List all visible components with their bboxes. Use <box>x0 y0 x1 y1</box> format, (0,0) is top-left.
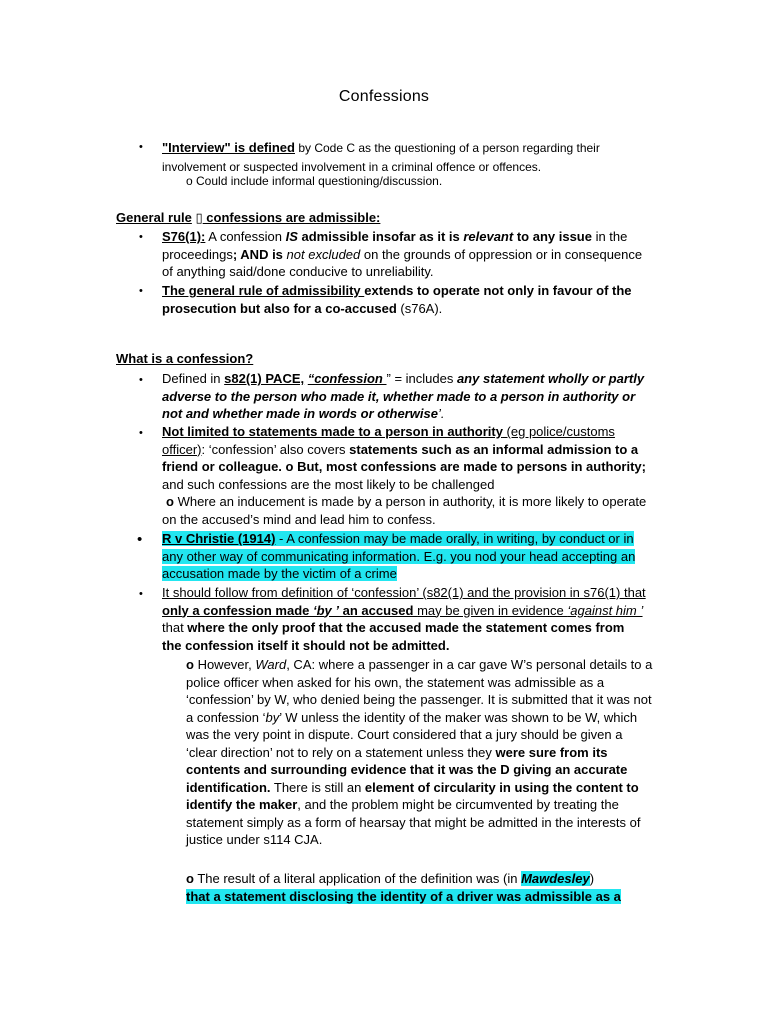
s76-text: admissible insofar as it is <box>297 229 464 244</box>
mawdesley-highlight: that a statement disclosing the identity of a driver was admissible as a <box>186 888 621 904</box>
s76-text: in the proceedings <box>162 229 628 262</box>
bullet-dot: • <box>139 427 143 439</box>
bullet-dot: • <box>137 531 143 548</box>
not-limited-paragraph <box>162 423 654 528</box>
ward-bold: element of circularity in using the content to identify the maker <box>186 779 639 812</box>
mawdesley-case: Mawdesley <box>521 871 590 886</box>
ward-text: However, <box>193 657 256 672</box>
general-rule-heading <box>116 210 380 226</box>
what-is-heading: What is a confession? <box>116 351 254 366</box>
bullet-dot: • <box>139 141 143 153</box>
arrow-icon: ▯ <box>195 210 203 225</box>
bullet-dot: • <box>139 374 143 386</box>
interview-sub: o Could include informal questioning/discussion. <box>186 174 443 188</box>
s76-text: ; AND is <box>232 246 287 262</box>
interview-rest: by Code C as the questioning of a person regarding their involvement or suspected involvement in a criminal offence or offences. <box>162 141 600 174</box>
ward-bold: were sure from its contents and surrounding evidence that it was the D giving an accurate identification. <box>186 744 628 795</box>
general-admissibility-label: The general rule of admissibility <box>162 283 365 298</box>
sub-marker: o <box>186 657 194 672</box>
ward-paragraph <box>186 656 654 849</box>
s76-not-excluded: not excluded <box>286 246 361 262</box>
not-limited-text: and such confessions are the most likely to be challenged <box>162 476 495 492</box>
definition-s82: s82(1) PACE, <box>224 371 305 386</box>
sub-marker: o <box>186 871 194 886</box>
page-title: Confessions <box>338 88 430 105</box>
interview-paragraph <box>162 139 642 176</box>
follow-text: may be given in evidence <box>417 602 568 618</box>
s76-text: A confession <box>205 229 286 244</box>
s76-label: S76(1): <box>162 229 206 244</box>
mawdesley-text: ) <box>589 871 595 886</box>
not-limited-example: (eg police/customs officer) <box>162 424 615 457</box>
not-limited-bold: statements such as an informal admission to a friend or colleague. o But, most confessions are made to persons in authority; <box>162 441 646 474</box>
interview-term: "Interview" is defined <box>162 140 295 155</box>
not-limited-text: : ‘confession’ also covers <box>201 441 350 457</box>
follow-bold: an accused <box>339 602 418 618</box>
christie-case: R v Christie (1914) <box>162 531 276 546</box>
general-rule-heading-b: confessions are admissible: <box>202 210 381 225</box>
ward-text: There is still an <box>270 779 365 795</box>
ward-text: ’ W unless the identity of the maker was shown to be W, which was the very point in dispute. Court considered that a jury should be given a ‘clear direction’ not to rely on a statement unless they <box>186 709 638 760</box>
follow-against: ‘against him ’ <box>567 602 643 618</box>
general-admissibility-paragraph <box>162 282 652 317</box>
ward-by: by <box>265 709 280 725</box>
ward-text: , CA: where a passenger in a car gave W’s personal details to a police officer when asked for his own, the statement was admissible as a ‘confession’ by W, who denied being the passenger. It is submitted that it was not a confession ‘ <box>186 657 653 725</box>
definition-paragraph <box>162 370 652 423</box>
bullet-dot: • <box>139 285 143 297</box>
definition-italic: any statement wholly or partly adverse to the person who made it, whether made to a person in authority or not and whether made in words or otherwise <box>162 371 645 421</box>
general-rule-heading-a: General rule <box>116 210 192 225</box>
definition-text: ” = includes <box>386 371 457 386</box>
definition-end: ’. <box>437 406 445 421</box>
follow-by: ‘by ’ <box>313 602 340 618</box>
s76-paragraph <box>162 228 652 281</box>
definition-text: Defined in <box>162 371 225 386</box>
follow-bold: where the only proof that the accused made the statement comes from the confession itself it should not be admitted. <box>162 620 625 653</box>
general-admissibility-ref: (s76A). <box>396 300 443 316</box>
ward-text: , and the problem might be circumvented by treating the statement simply as a form of hearsay that might be admitted in the interests of justice under s114 CJA. <box>186 797 641 847</box>
christie-text: - A confession may be made orally, in writing, by conduct or in any other way of communicating information. E.g. you nod your head accepting an accusation made by the victim of a crime <box>162 531 636 581</box>
s76-text: on the grounds of oppression or in consequence of anything said/done conducive to unreliability. <box>162 246 643 279</box>
general-admissibility-text: extends to operate not only in favour of the prosecution but also for a co-accused <box>162 283 632 316</box>
s76-relevant: relevant <box>463 229 514 244</box>
follow-paragraph <box>162 584 646 654</box>
s76-is: IS <box>285 229 298 244</box>
follow-text: It should follow from definition of ‘confession’ (s82(1) and the provision in s76(1) that <box>162 585 646 600</box>
definition-confession: “confession <box>307 371 387 386</box>
mawdesley-paragraph <box>186 870 646 905</box>
follow-text: that <box>162 620 188 635</box>
ward-case: Ward <box>255 657 287 672</box>
sub-marker: o <box>166 494 174 509</box>
s76-text: to any issue <box>513 229 592 244</box>
bullet-dot: • <box>139 588 143 600</box>
not-limited-sub: Where an inducement is made by a person in authority, it is more likely to operate on the accused’s mind and lead him to confess. <box>162 494 647 527</box>
not-limited-label: Not limited to statements made to a person in authority <box>162 424 503 439</box>
christie-paragraph <box>162 530 644 583</box>
follow-bold: only a confession made <box>162 602 313 618</box>
bullet-dot: • <box>139 231 143 243</box>
mawdesley-text: The result of a literal application of the definition was (in <box>193 871 522 886</box>
